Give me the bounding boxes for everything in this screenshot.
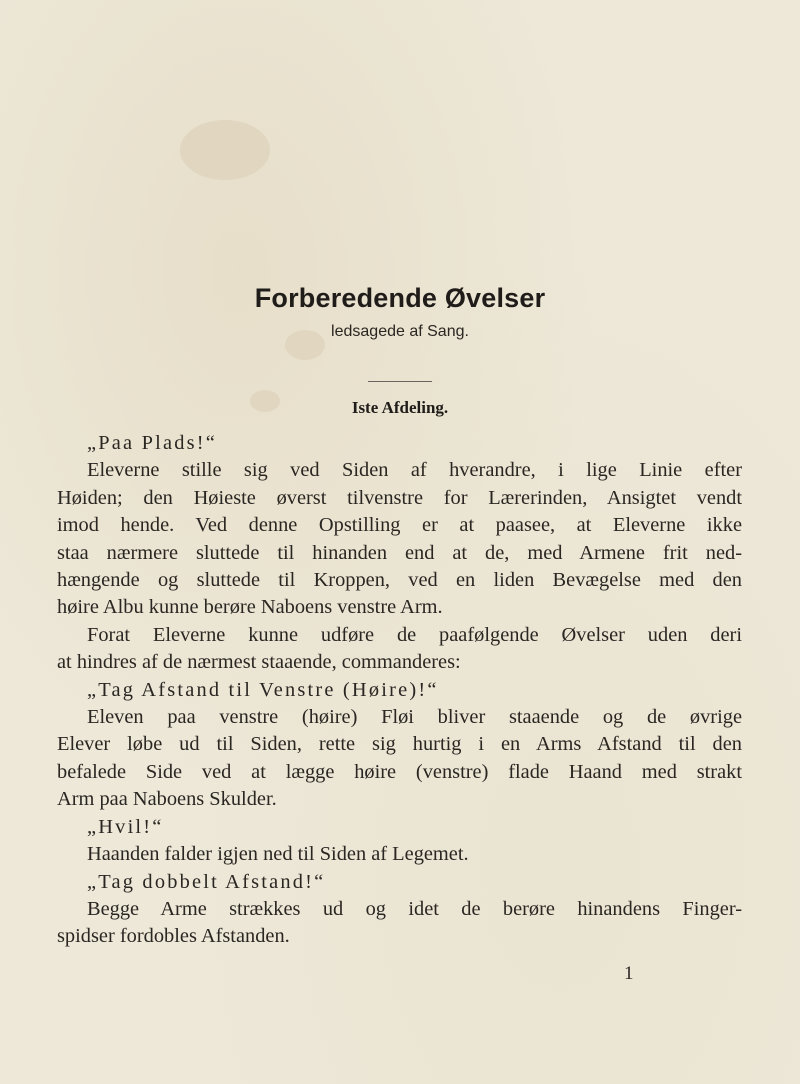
text-line: at hindres af de nærmest staaende, commanderes: (57, 651, 461, 674)
command-line: „Tag Afstand til Venstre (Høire)!“ (87, 678, 439, 701)
text-line: Høiden; den Høieste øverst tilvenstre for Lærerinden, Ansigtet vendt (57, 486, 742, 509)
command-line: „Hvil!“ (87, 815, 164, 838)
text-line: staa nærmere sluttede til hinanden end at de, med Armene frit ned- (57, 541, 742, 564)
text-line: imod hende. Ved denne Opstilling er at paasee, at Eleverne ikke (57, 514, 742, 537)
body-text (57, 430, 742, 951)
text-line: Forat Eleverne kunne udføre de paafølgende Øvelser uden deri (87, 623, 742, 646)
command-line: „Paa Plads!“ (87, 432, 218, 454)
text-line: Elever løbe ud til Siden, rette sig hurtig i en Arms Afstand til den (57, 733, 742, 756)
text-line: høire Albu kunne berøre Naboens venstre Arm. (57, 596, 443, 619)
text-line: hængende og sluttede til Kroppen, ved en liden Bevægelse med den (57, 569, 742, 592)
text-line: Arm paa Naboens Skulder. (57, 788, 277, 811)
text-line: Eleverne stille sig ved Siden af hverandre, i lige Linie efter (87, 459, 742, 482)
paper-stain (180, 120, 270, 180)
page-subtitle: ledsagede af Sang. (331, 323, 469, 340)
text-line: Eleven paa venstre (høire) Fløi bliver staaende og de øvrige (87, 706, 742, 729)
text-line: Begge Arme strækkes ud og idet de berøre hinandens Finger- (87, 897, 742, 920)
section-heading: Iste Afdeling. (351, 398, 449, 417)
text-line: spidser fordobles Afstanden. (57, 925, 290, 948)
text-line: Haanden falder igjen ned til Siden af Legemet. (87, 843, 469, 866)
divider (368, 381, 432, 382)
command-line: „Tag dobbelt Afstand!“ (87, 870, 326, 893)
text-line: befalede Side ved at lægge høire (venstre) flade Haand med strakt (57, 760, 742, 783)
page-title: Forberedende Øvelser (254, 283, 546, 313)
page-number: 1 (624, 963, 634, 984)
